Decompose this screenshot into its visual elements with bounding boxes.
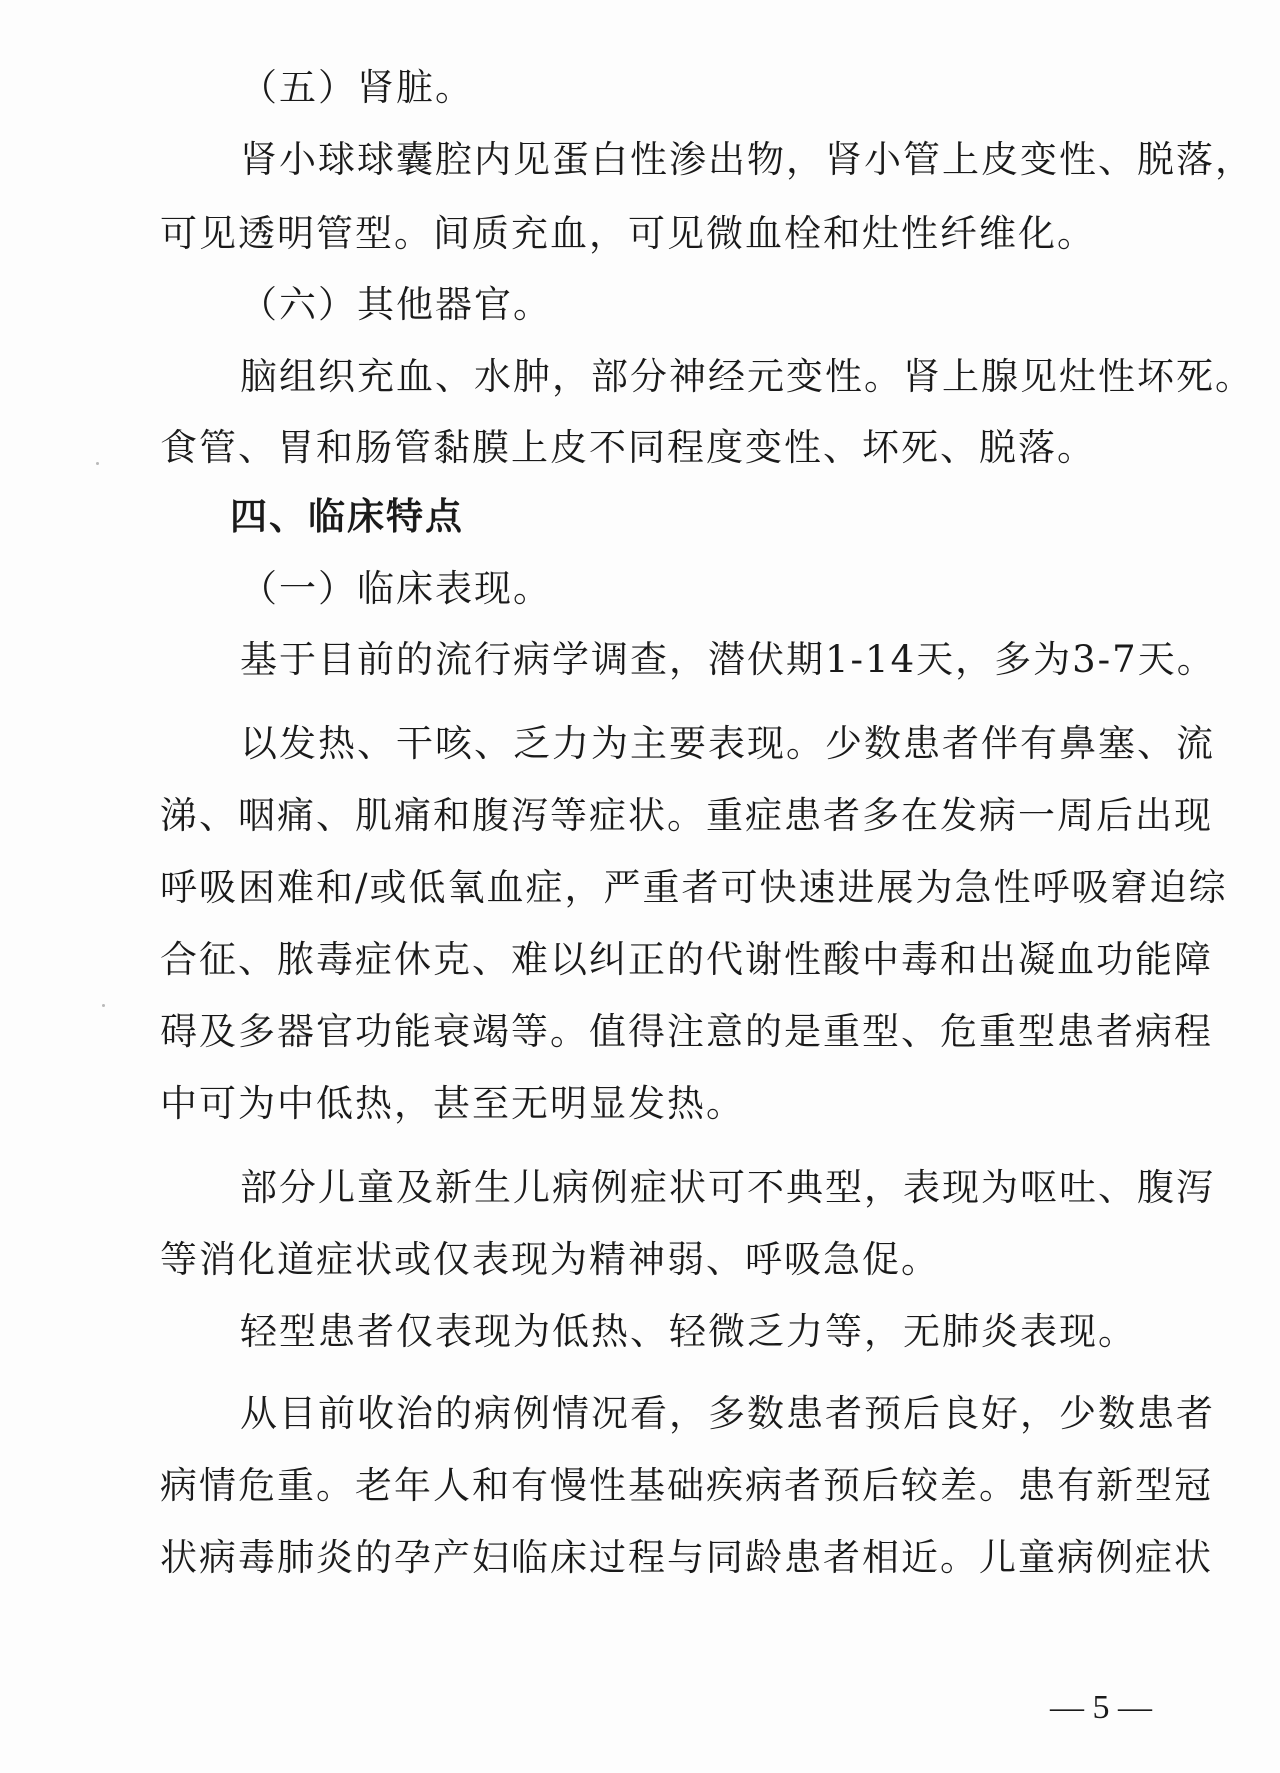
paragraph-line: 轻型患者仅表现为低热、轻微乏力等，无肺炎表现。: [240, 1310, 1137, 1353]
paragraph-line: 部分儿童及新生儿病例症状可不典型，表现为呕吐、腹泻: [240, 1166, 1215, 1209]
paragraph-line: 可见透明管型。间质充血，可见微血栓和灶性纤维化。: [160, 212, 1096, 255]
page-number: — 5 —: [1050, 1689, 1152, 1726]
paragraph-line: 病情危重。老年人和有慢性基础疾病者预后较差。患有新型冠: [160, 1464, 1213, 1507]
paragraph-line: 脑组织充血、水肿，部分神经元变性。肾上腺见灶性坏死。: [240, 355, 1254, 398]
section-heading-clinical-manifestations: （一）临床表现。: [240, 567, 552, 610]
paragraph-line: 中可为中低热，甚至无明显发热。: [160, 1082, 745, 1125]
paragraph-line: 肾小球球囊腔内见蛋白性渗出物，肾小管上皮变性、脱落，: [240, 138, 1254, 181]
paragraph-line: 状病毒肺炎的孕产妇临床过程与同龄患者相近。儿童病例症状: [160, 1536, 1213, 1579]
section-heading-kidney: （五）肾脏。: [240, 66, 474, 109]
paragraph-line: 基于目前的流行病学调查，潜伏期1-14天，多为3-7天。: [240, 638, 1216, 681]
section-heading-other-organs: （六）其他器官。: [240, 283, 552, 326]
paragraph-line: 从目前收治的病例情况看，多数患者预后良好，少数患者: [240, 1392, 1215, 1435]
paragraph-line: 食管、胃和肠管黏膜上皮不同程度变性、坏死、脱落。: [160, 426, 1096, 469]
paragraph-line: 等消化道症状或仅表现为精神弱、呼吸急促。: [160, 1238, 940, 1281]
chapter-heading-clinical-features: 四、临床特点: [230, 495, 464, 538]
paragraph-line: 呼吸困难和/或低氧血症，严重者可快速进展为急性呼吸窘迫综: [160, 866, 1228, 909]
scan-speck: [96, 462, 99, 465]
paragraph-line: 碍及多器官功能衰竭等。值得注意的是重型、危重型患者病程: [160, 1010, 1213, 1053]
paragraph-line: 涕、咽痛、肌痛和腹泻等症状。重症患者多在发病一周后出现: [160, 794, 1213, 837]
paragraph-line: 以发热、干咳、乏力为主要表现。少数患者伴有鼻塞、流: [240, 722, 1215, 765]
scan-speck: [102, 1004, 105, 1007]
paragraph-line: 合征、脓毒症休克、难以纠正的代谢性酸中毒和出凝血功能障: [160, 938, 1213, 981]
